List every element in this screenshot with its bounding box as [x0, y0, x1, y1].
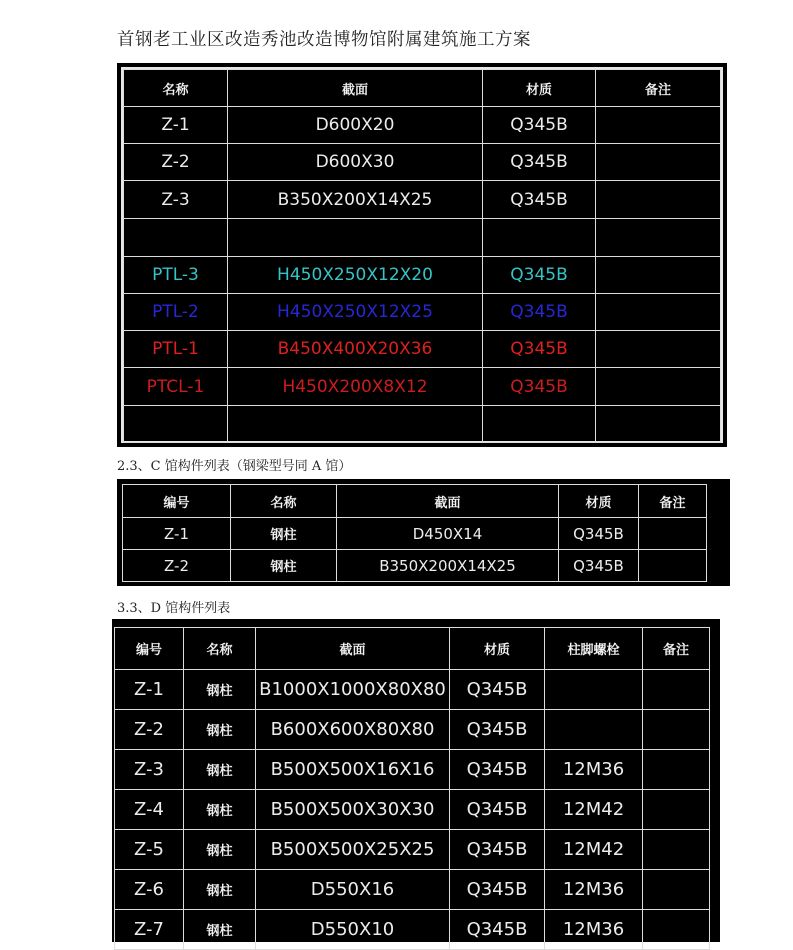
- section-c-heading: 2.3、C 馆构件列表（钢梁型号同 A 馆）: [117, 459, 352, 474]
- cell-note: [596, 107, 721, 144]
- cell-note: [596, 294, 721, 331]
- header-note: 备注: [639, 485, 707, 518]
- table-row: [115, 750, 710, 790]
- cell-material: Q345B: [483, 368, 596, 406]
- cell-id: Z-4: [115, 790, 184, 830]
- cell-name: 钢柱: [184, 830, 256, 870]
- cell-material: Q345B: [450, 790, 545, 830]
- cell-note: [643, 910, 710, 950]
- header-section: 截面: [337, 485, 559, 518]
- cell-note: [643, 790, 710, 830]
- cell-material: Q345B: [450, 710, 545, 750]
- header-name: 名称: [184, 628, 256, 670]
- cell-section: D550X10: [256, 910, 450, 950]
- table-d-image: [112, 619, 720, 942]
- header-note: 备注: [643, 628, 710, 670]
- header-id: 编号: [123, 485, 231, 518]
- cell-bolt: 12M36: [545, 870, 643, 910]
- cell-material: Q345B: [450, 910, 545, 950]
- cell-section: H450X200X8X12: [228, 368, 483, 406]
- cell-note: [639, 518, 707, 550]
- cell-material: Q345B: [450, 750, 545, 790]
- cell-material: Q345B: [483, 294, 596, 331]
- cell-section: H450X250X12X25: [228, 294, 483, 331]
- cell-material: Q345B: [483, 181, 596, 219]
- table-row: [124, 294, 721, 331]
- cell-name: 钢柱: [184, 670, 256, 710]
- table-c-image: [117, 479, 730, 586]
- cell-note: [596, 181, 721, 219]
- cell-note: [596, 257, 721, 294]
- cell-name: [124, 406, 228, 443]
- cell-bolt: [545, 670, 643, 710]
- table-row: [115, 870, 710, 910]
- cell-note: [596, 331, 721, 368]
- cell-id: Z-5: [115, 830, 184, 870]
- cell-name: 钢柱: [184, 750, 256, 790]
- cell-note: [643, 670, 710, 710]
- cell-id: Z-6: [115, 870, 184, 910]
- cell-section: B450X400X20X36: [228, 331, 483, 368]
- header-section: 截面: [256, 628, 450, 670]
- cell-section: D600X20: [228, 107, 483, 144]
- table-1-image: [117, 63, 727, 447]
- table-c: [122, 484, 707, 582]
- cell-note: [596, 406, 721, 443]
- cell-material: Q345B: [483, 107, 596, 144]
- table-d: [114, 627, 710, 950]
- cell-name: Z-2: [124, 144, 228, 181]
- cell-name: Z-1: [124, 107, 228, 144]
- cell-id: Z-2: [123, 550, 231, 582]
- cell-note: [596, 144, 721, 181]
- cell-section: [228, 219, 483, 257]
- cell-material: Q345B: [450, 670, 545, 710]
- cell-note: [643, 710, 710, 750]
- table-header-row: [123, 485, 707, 518]
- cell-section: B500X500X25X25: [256, 830, 450, 870]
- cell-note: [596, 368, 721, 406]
- table-row: [124, 219, 721, 257]
- cell-name: 钢柱: [184, 790, 256, 830]
- table-row: [115, 670, 710, 710]
- cell-section: B1000X1000X80X80: [256, 670, 450, 710]
- cell-section: D600X30: [228, 144, 483, 181]
- cell-material: Q345B: [483, 331, 596, 368]
- cell-bolt: [545, 710, 643, 750]
- cell-note: [639, 550, 707, 582]
- header-material: 材质: [483, 70, 596, 107]
- cell-name: 钢柱: [231, 550, 337, 582]
- cell-material: Q345B: [559, 518, 639, 550]
- cell-name: 钢柱: [184, 710, 256, 750]
- cell-note: [643, 830, 710, 870]
- cell-material: Q345B: [559, 550, 639, 582]
- header-id: 编号: [115, 628, 184, 670]
- cell-name: [124, 219, 228, 257]
- table-row: [115, 790, 710, 830]
- header-bolt: 柱脚螺栓: [545, 628, 643, 670]
- table-row: [124, 331, 721, 368]
- table-row: [124, 257, 721, 294]
- table-row: [115, 710, 710, 750]
- cell-material: Q345B: [483, 144, 596, 181]
- cell-section: B600X600X80X80: [256, 710, 450, 750]
- cell-name: PTL-1: [124, 331, 228, 368]
- header-name: 名称: [231, 485, 337, 518]
- cell-note: [643, 750, 710, 790]
- table-row: [124, 368, 721, 406]
- cell-name: Z-3: [124, 181, 228, 219]
- table-header-row: [124, 70, 721, 107]
- cell-id: Z-1: [115, 670, 184, 710]
- cell-id: Z-1: [123, 518, 231, 550]
- cell-name: 钢柱: [231, 518, 337, 550]
- cell-id: Z-3: [115, 750, 184, 790]
- cell-note: [596, 219, 721, 257]
- cell-material: [483, 219, 596, 257]
- header-material: 材质: [450, 628, 545, 670]
- cell-material: Q345B: [450, 830, 545, 870]
- cell-section: [228, 406, 483, 443]
- header-name: 名称: [124, 70, 228, 107]
- cell-material: Q345B: [483, 257, 596, 294]
- cell-name: PTCL-1: [124, 368, 228, 406]
- cell-section: B350X200X14X25: [228, 181, 483, 219]
- cell-bolt: 12M36: [545, 910, 643, 950]
- page-title: 首钢老工业区改造秀池改造博物馆附属建筑施工方案: [117, 30, 531, 50]
- header-material: 材质: [559, 485, 639, 518]
- cell-material: Q345B: [450, 870, 545, 910]
- cell-name: PTL-3: [124, 257, 228, 294]
- cell-bolt: 12M36: [545, 750, 643, 790]
- cell-id: Z-7: [115, 910, 184, 950]
- table-row: [115, 830, 710, 870]
- header-note: 备注: [596, 70, 721, 107]
- cell-name: 钢柱: [184, 910, 256, 950]
- cell-section: D550X16: [256, 870, 450, 910]
- table-row: [123, 550, 707, 582]
- cell-section: B500X500X16X16: [256, 750, 450, 790]
- cell-name: 钢柱: [184, 870, 256, 910]
- table-row: [124, 144, 721, 181]
- cell-bolt: 12M42: [545, 830, 643, 870]
- cell-section: D450X14: [337, 518, 559, 550]
- table-row: [124, 406, 721, 443]
- cell-name: PTL-2: [124, 294, 228, 331]
- table-row: [115, 910, 710, 950]
- cell-material: [483, 406, 596, 443]
- cell-section: H450X250X12X20: [228, 257, 483, 294]
- cell-note: [643, 870, 710, 910]
- table-row: [123, 518, 707, 550]
- cell-id: Z-2: [115, 710, 184, 750]
- cell-bolt: 12M42: [545, 790, 643, 830]
- table-row: [124, 107, 721, 144]
- section-d-heading: 3.3、D 馆构件列表: [117, 601, 231, 616]
- table-header-row: [115, 628, 710, 670]
- header-section: 截面: [228, 70, 483, 107]
- cell-section: B350X200X14X25: [337, 550, 559, 582]
- table-1: [123, 69, 721, 443]
- table-row: [124, 181, 721, 219]
- cell-section: B500X500X30X30: [256, 790, 450, 830]
